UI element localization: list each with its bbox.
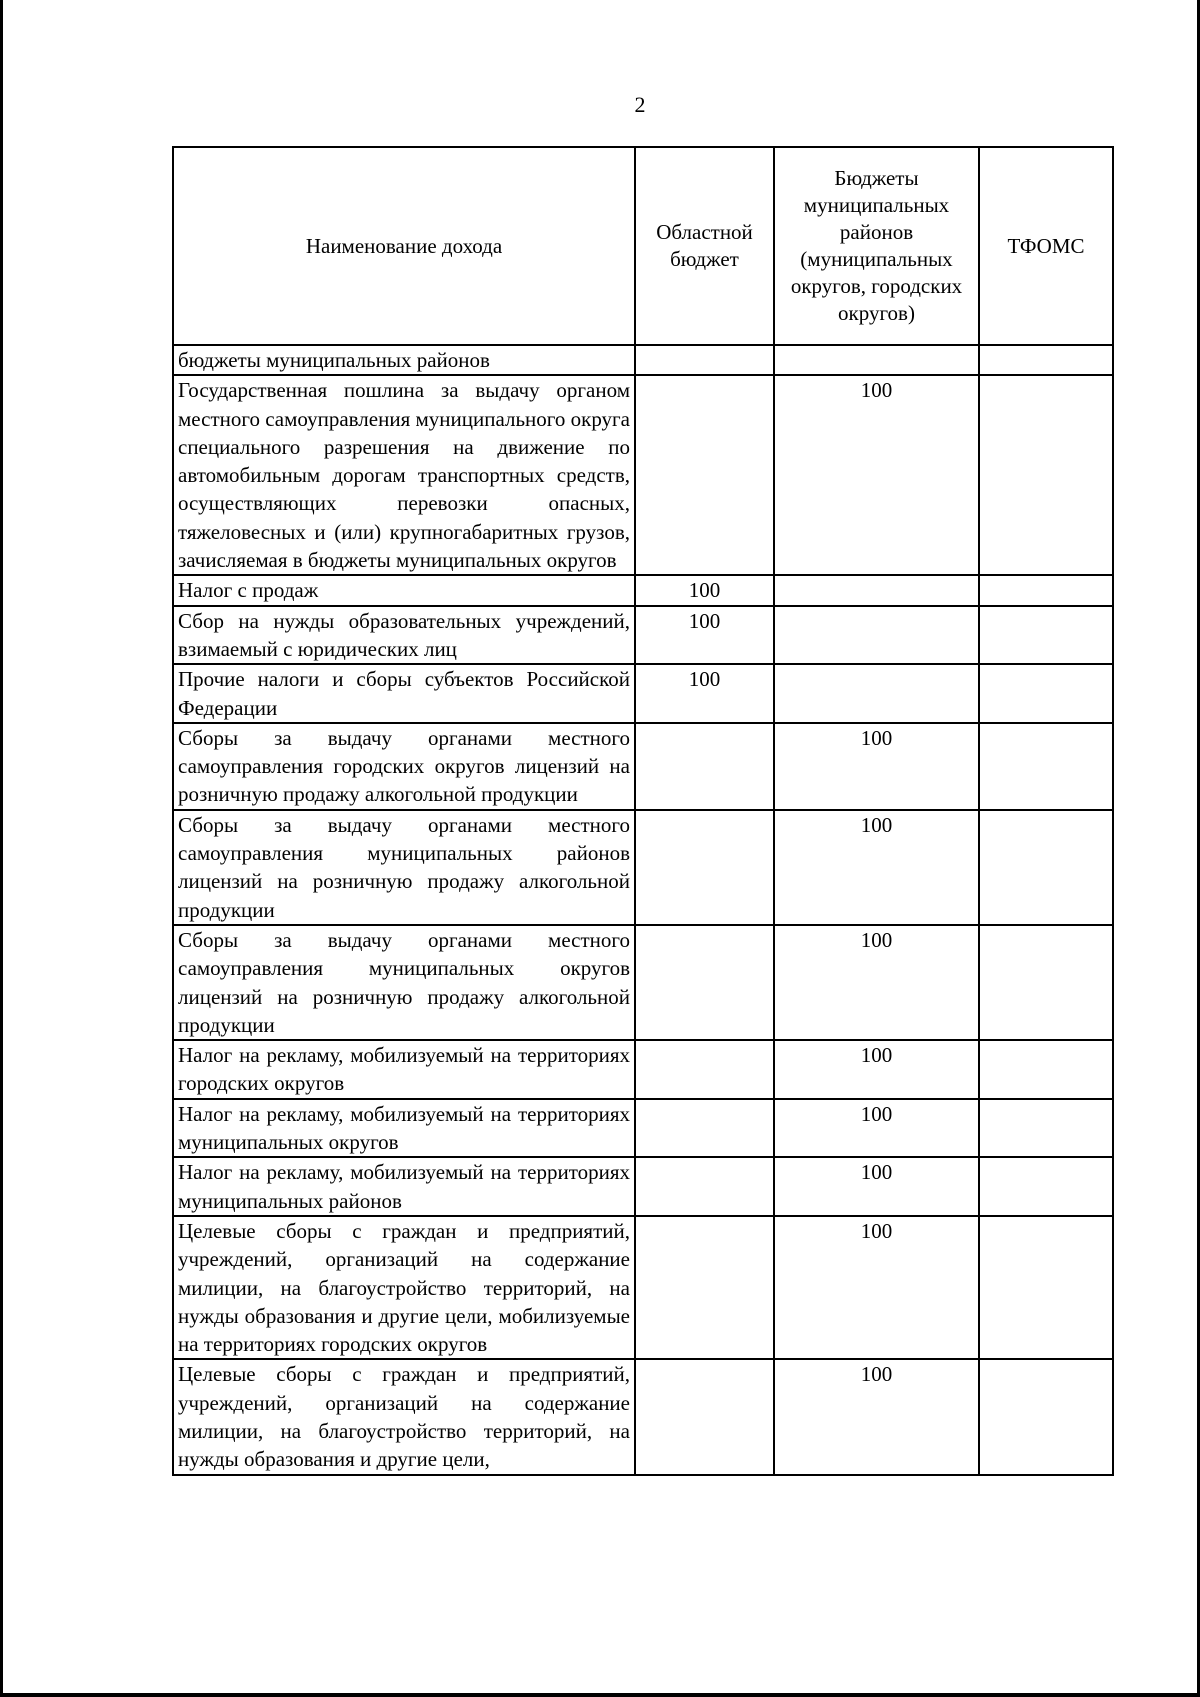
regional-budget-cell	[635, 925, 774, 1040]
municipal-budget-cell: 100	[774, 723, 979, 810]
municipal-budget-cell: 100	[774, 375, 979, 575]
tfoms-cell	[979, 375, 1113, 575]
tfoms-cell	[979, 925, 1113, 1040]
municipal-budget-cell	[774, 345, 979, 375]
table-row	[173, 1157, 1113, 1216]
municipal-budget-cell: 100	[774, 1216, 979, 1359]
tfoms-cell	[979, 1216, 1113, 1359]
income-name-cell: Налог на рекламу, мобилизуемый на территориях муниципальных округов	[173, 1099, 635, 1158]
municipal-budget-cell: 100	[774, 1040, 979, 1099]
tfoms-cell	[979, 1359, 1113, 1474]
municipal-budget-cell: 100	[774, 1359, 979, 1474]
tfoms-cell	[979, 1157, 1113, 1216]
tfoms-cell	[979, 664, 1113, 723]
municipal-budget-cell: 100	[774, 1157, 979, 1216]
table-row	[173, 345, 1113, 375]
header-row	[173, 147, 1113, 345]
table-row	[173, 664, 1113, 723]
regional-budget-cell: 100	[635, 606, 774, 665]
income-name-cell: Сбор на нужды образовательных учреждений, взимаемый с юридических лиц	[173, 606, 635, 665]
tfoms-cell	[979, 1040, 1113, 1099]
regional-budget-cell	[635, 1099, 774, 1158]
income-name-cell: Целевые сборы с граждан и предприятий, учреждений, организаций на содержание милиции, на благоустройство территорий, на нужды образования и другие цели, мобилизуемые на территориях городских округов	[173, 1216, 635, 1359]
municipal-budget-cell	[774, 664, 979, 723]
tfoms-cell	[979, 810, 1113, 925]
income-name-cell: Целевые сборы с граждан и предприятий, учреждений, организаций на содержание милиции, на благоустройство территорий, на нужды образования и другие цели,	[173, 1359, 635, 1474]
page-number: 2	[634, 92, 646, 117]
income-name-cell: Налог с продаж	[173, 575, 635, 605]
municipal-budget-cell: 100	[774, 810, 979, 925]
income-distribution-table	[172, 146, 1114, 1476]
table-row	[173, 1359, 1113, 1474]
income-name-cell: Налог на рекламу, мобилизуемый на территориях городских округов	[173, 1040, 635, 1099]
regional-budget-cell	[635, 345, 774, 375]
tfoms-cell	[979, 723, 1113, 810]
regional-budget-cell: 100	[635, 575, 774, 605]
table-row	[173, 810, 1113, 925]
regional-budget-cell	[635, 1157, 774, 1216]
regional-budget-cell	[635, 1216, 774, 1359]
header-regional-budget: Областной бюджет	[635, 147, 774, 345]
header-municipal-budgets: Бюджеты муниципальных районов (муниципальных округов, городских округов)	[774, 147, 979, 345]
header-tfoms: ТФОМС	[979, 147, 1113, 345]
regional-budget-cell	[635, 1040, 774, 1099]
table-row	[173, 375, 1113, 575]
municipal-budget-cell	[774, 606, 979, 665]
income-name-cell: Государственная пошлина за выдачу органом местного самоуправления муниципального округа специального разрешения на движение по автомобильным дорогам транспортных средств, осуществляющих перевозки опасных, тяжеловесных и (или) крупногабаритных грузов, зачисляемая в бюджеты муниципальных округов	[173, 375, 635, 575]
regional-budget-cell	[635, 375, 774, 575]
table-row	[173, 723, 1113, 810]
table-row	[173, 606, 1113, 665]
table-row	[173, 575, 1113, 605]
income-name-cell: Прочие налоги и сборы субъектов Российской Федерации	[173, 664, 635, 723]
table-row	[173, 1099, 1113, 1158]
municipal-budget-cell	[774, 575, 979, 605]
income-name-cell: Сборы за выдачу органами местного самоуправления городских округов лицензий на розничную продажу алкогольной продукции	[173, 723, 635, 810]
tfoms-cell	[979, 575, 1113, 605]
income-name-cell: Налог на рекламу, мобилизуемый на территориях муниципальных районов	[173, 1157, 635, 1216]
table-row	[173, 925, 1113, 1040]
table-row	[173, 1216, 1113, 1359]
tfoms-cell	[979, 1099, 1113, 1158]
regional-budget-cell	[635, 810, 774, 925]
income-name-cell: Сборы за выдачу органами местного самоуправления муниципальных округов лицензий на розничную продажу алкогольной продукции	[173, 925, 635, 1040]
regional-budget-cell	[635, 1359, 774, 1474]
regional-budget-cell: 100	[635, 664, 774, 723]
municipal-budget-cell: 100	[774, 1099, 979, 1158]
tfoms-cell	[979, 606, 1113, 665]
municipal-budget-cell: 100	[774, 925, 979, 1040]
regional-budget-cell	[635, 723, 774, 810]
table-row	[173, 1040, 1113, 1099]
income-name-cell: Сборы за выдачу органами местного самоуправления муниципальных районов лицензий на розничную продажу алкогольной продукции	[173, 810, 635, 925]
header-income-name: Наименование дохода	[173, 147, 635, 345]
income-name-cell: бюджеты муниципальных районов	[173, 345, 635, 375]
tfoms-cell	[979, 345, 1113, 375]
